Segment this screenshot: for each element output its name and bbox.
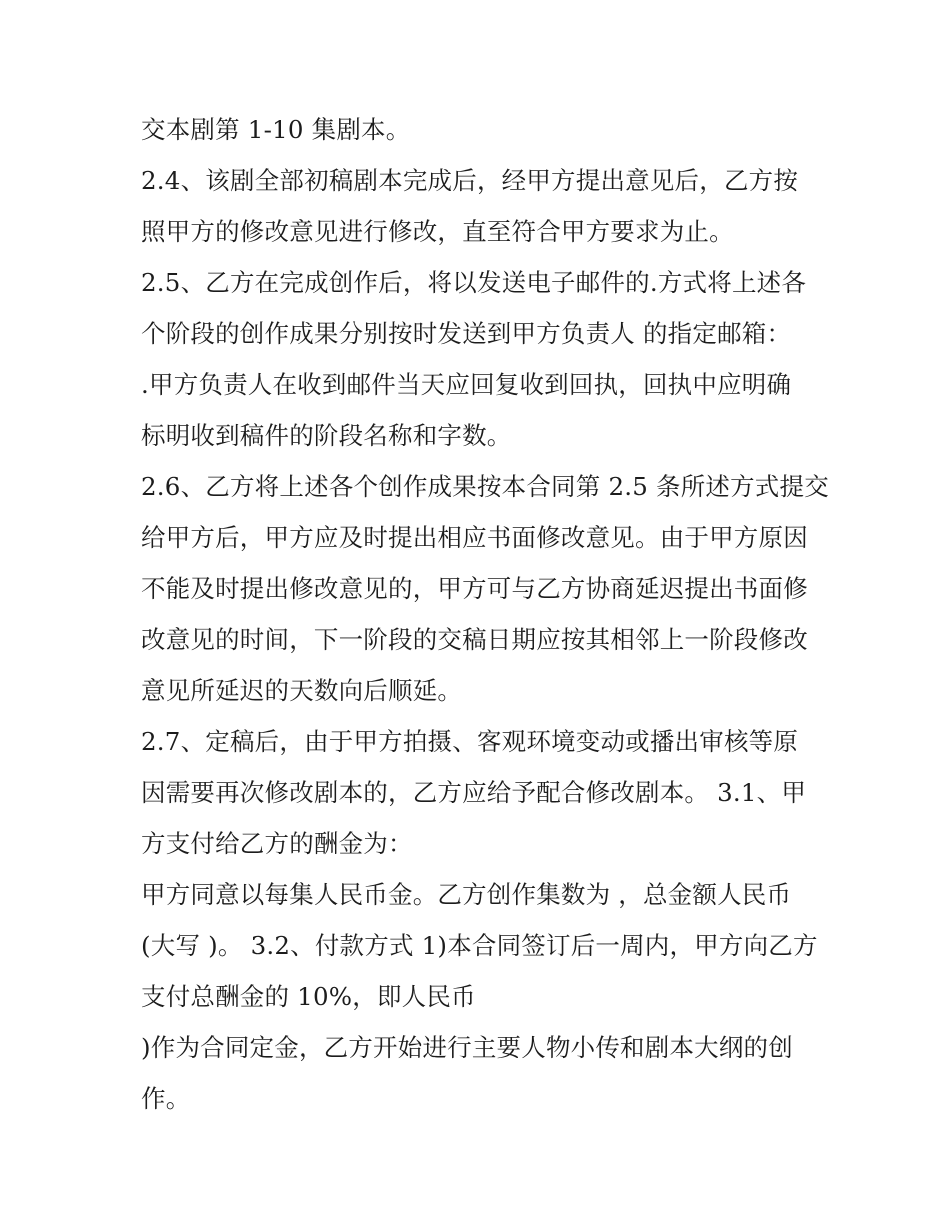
text-line-3: 照甲方的修改意见进行修改，直至符合甲方要求为止。 — [141, 217, 734, 246]
text-line-4: 2.5、乙方在完成创作后，将以发送电子邮件的.方式将上述各 — [141, 268, 807, 297]
text-line-17: (大写 )。 3.2、付款方式 1)本合同签订后一周内，甲方向乙方 — [141, 931, 818, 960]
text-line-18: 支付总酬金的 10%，即人民币 — [141, 982, 476, 1011]
text-line-13: 2.7、定稿后，由于甲方拍摄、客观环境变动或播出审核等原 — [141, 727, 799, 756]
text-line-19: )作为合同定金，乙方开始进行主要人物小传和剧本大纲的创 — [141, 1033, 793, 1062]
text-line-15: 方支付给乙方的酬金为： — [141, 829, 413, 858]
text-line-2: 2.4、该剧全部初稿剧本完成后，经甲方提出意见后，乙方按 — [141, 166, 799, 195]
text-line-7: 标明收到稿件的阶段名称和字数。 — [141, 421, 512, 450]
text-line-5: 个阶段的创作成果分别按时发送到甲方负责人 的指定邮箱： — [141, 319, 792, 348]
text-line-14: 因需要再次修改剧本的，乙方应给予配合修改剧本。 3.1、甲 — [141, 778, 807, 807]
text-line-10: 不能及时提出修改意见的，甲方可与乙方协商延迟提出书面修 — [141, 574, 808, 603]
text-line-1: 交本剧第 1-10 集剧本。 — [141, 115, 411, 144]
text-line-8: 2.6、乙方将上述各个创作成果按本合同第 2.5 条所述方式提交 — [141, 472, 829, 501]
text-line-12: 意见所延迟的天数向后顺延。 — [141, 676, 463, 705]
text-line-11: 改意见的时间，下一阶段的交稿日期应按其相邻上一阶段修改 — [141, 625, 808, 654]
text-line-6: .甲方负责人在收到邮件当天应回复收到回执，回执中应明确 — [141, 370, 792, 399]
text-line-16: 甲方同意以每集人民币金。乙方创作集数为 ，总金额人民币 — [141, 880, 792, 909]
text-line-9: 给甲方后，甲方应及时提出相应书面修改意见。由于甲方原因 — [141, 523, 808, 552]
text-line-20: 作。 — [141, 1084, 191, 1113]
